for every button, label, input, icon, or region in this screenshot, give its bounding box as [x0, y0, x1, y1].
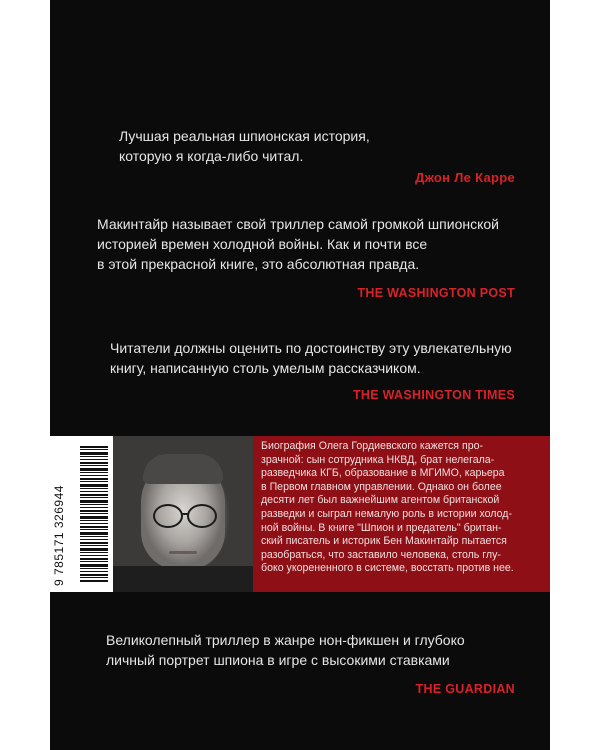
portrait-glasses-bridge — [181, 513, 189, 515]
bio-panel — [253, 436, 550, 592]
quote-line: личный портрет шпиона в игре с высокими ставками — [106, 652, 450, 668]
bio-line: зрачной: сын сотрудника НКВД, брат нелегала- — [261, 453, 495, 466]
quote-line: Читатели должны оценить по достоинству эту увлекательную — [110, 340, 512, 356]
isbn-number: 9 785171 326944 — [52, 485, 66, 586]
quote-source: THE GUARDIAN — [415, 682, 515, 696]
quote-source: THE WASHINGTON POST — [357, 286, 515, 300]
author-band — [50, 436, 550, 592]
bio-line: боко укорененного в системе, восстать против нее. — [261, 562, 514, 575]
quote-source: THE WASHINGTON TIMES — [352, 388, 515, 402]
quote-4 — [106, 630, 465, 670]
bio-line: ной войны. В книге "Шпион и предатель" британ- — [261, 521, 502, 534]
bio-line: Биография Олега Гордиевского кажется про- — [261, 440, 484, 452]
quote-line: Макинтайр называет свой триллер самой громкой шпионской — [97, 216, 499, 232]
quote-2 — [97, 214, 499, 274]
quote-1 — [119, 126, 370, 166]
quote-line: книгу, написанную столь умелым рассказчиком. — [110, 360, 421, 376]
quote-line: в этой прекрасной книге, это абсолютная правда. — [97, 256, 420, 272]
portrait-glasses — [153, 504, 183, 528]
barcode — [50, 436, 113, 592]
bio-line: разобраться, что заставило человека, столь глу- — [261, 548, 501, 561]
quote-3 — [110, 338, 512, 378]
quote-line: Великолепный триллер в жанре нон-фикшен и глубоко — [106, 632, 465, 648]
bio-line: в Первом главном управлении. Однако он более — [261, 480, 502, 493]
portrait-hair — [143, 454, 223, 484]
author-photo — [113, 436, 253, 592]
bio-line: разведчика КГБ, образование в МГИМО, карьера — [261, 467, 505, 480]
bio-line: ский писатель и историк Бен Макинтайр пытается — [261, 535, 507, 548]
bio-line: десяти лет был важнейшим агентом британской — [261, 494, 500, 507]
portrait-mouth — [169, 551, 197, 554]
quote-line: Лучшая реальная шпионская история, — [119, 128, 370, 144]
quote-line: которую я когда-либо читал. — [119, 148, 304, 164]
portrait-suit — [113, 566, 253, 592]
book-back-cover — [50, 0, 550, 750]
bio-line: разведки и сыграл немалую роль в истории холод- — [261, 507, 512, 520]
portrait-glasses — [187, 504, 217, 528]
quote-line: историей времен холодной войны. Как и почти все — [97, 236, 428, 252]
quote-source: Джон Ле Карре — [415, 170, 515, 185]
barcode-bars — [80, 446, 108, 582]
